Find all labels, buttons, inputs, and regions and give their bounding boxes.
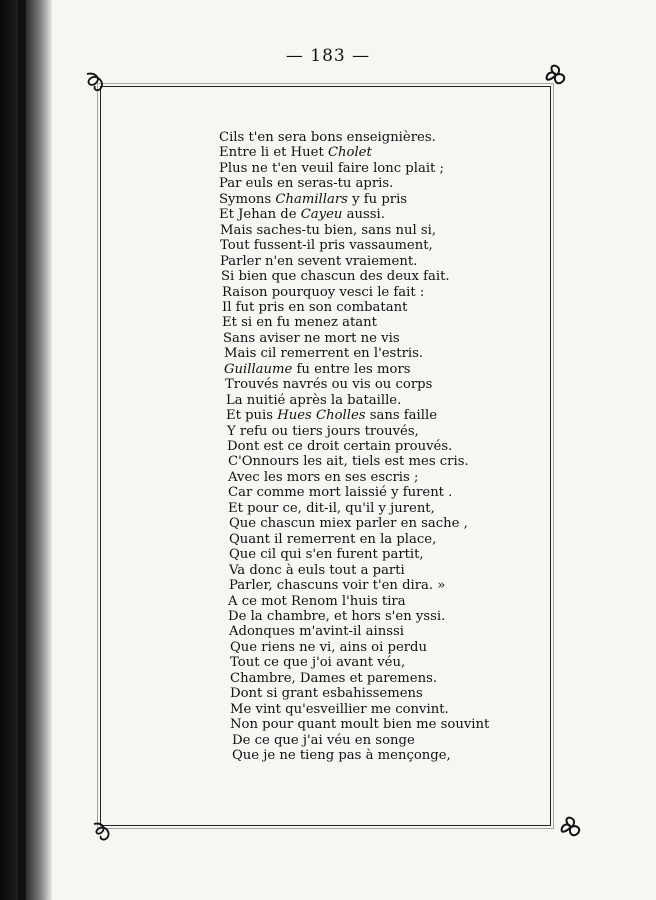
verse-text: Non pour quant moult bien me souvint xyxy=(230,717,490,733)
verse-text: C'Onnours les ait, tiels est mes cris. xyxy=(228,454,469,470)
verse-line xyxy=(219,161,444,177)
verse-text: De la chambre, et hors s'en yssi. xyxy=(228,608,446,624)
verse-line xyxy=(228,609,445,625)
verse-line xyxy=(229,624,404,640)
verse-line xyxy=(219,176,393,192)
corner-ornament-bottom-left-icon xyxy=(90,818,116,844)
verse-name-italic: Cholet xyxy=(327,145,372,161)
verse-line xyxy=(222,300,407,316)
verse-text: Raison pourquoy vesci le fait : xyxy=(222,284,425,300)
verse-text: Parler n'en sevent vraiement. xyxy=(220,253,418,269)
verse-line xyxy=(220,254,417,270)
verse-line xyxy=(225,377,432,393)
verse-line xyxy=(228,594,406,610)
verse-text: Quant il remerrent en la place, xyxy=(229,531,437,547)
verse-text: Et pour ce, dit-il, qu'il y jurent, xyxy=(228,500,435,516)
verse-text: y fu pris xyxy=(347,191,408,207)
verse-text: Va donc à euls tout a parti xyxy=(229,562,405,578)
verse-text: Mais cil remerrent en l'estris. xyxy=(224,346,424,362)
corner-ornament-bottom-right-icon xyxy=(558,814,584,840)
verse-text: Avec les mors en ses escris ; xyxy=(228,469,419,485)
verse-line xyxy=(230,717,489,733)
verse-line xyxy=(223,331,400,347)
verse-text: Cils t'en sera bons enseignières. xyxy=(219,130,436,145)
verse-line xyxy=(229,516,468,532)
poem-verse-block xyxy=(0,130,656,780)
verse-line xyxy=(219,145,372,161)
verse-text: Que chascun miex parler en sache , xyxy=(229,516,468,532)
verse-line xyxy=(229,547,424,563)
verse-text: Mais saches-tu bien, sans nul si, xyxy=(220,222,437,238)
verse-line xyxy=(230,686,423,702)
verse-line xyxy=(222,315,377,331)
verse-text: Et si en fu menez atant xyxy=(222,315,377,331)
verse-text: Sans aviser ne mort ne vis xyxy=(223,330,400,346)
verse-line xyxy=(229,578,445,594)
verse-line xyxy=(229,532,436,548)
corner-ornament-top-right-icon xyxy=(543,62,569,88)
verse-text: Trouvés navrés ou vis ou corps xyxy=(225,377,433,393)
verse-text: Symons xyxy=(219,191,276,207)
verse-text: Plus ne t'en veuil faire lonc plait ; xyxy=(219,160,444,176)
verse-text: Que cil qui s'en furent partit, xyxy=(229,547,424,563)
verse-text: Et Jehan de xyxy=(219,207,301,223)
verse-line xyxy=(227,439,452,455)
corner-ornament-top-left-icon xyxy=(83,70,109,96)
verse-text: Adonques m'avint-il ainssi xyxy=(229,624,404,640)
verse-text: Tout ce que j'oi avant véu, xyxy=(230,655,406,671)
verse-text: sans faille xyxy=(365,408,438,424)
verse-line xyxy=(230,702,449,718)
verse-line xyxy=(227,424,419,440)
verse-text: Que riens ne vi, ains oi perdu xyxy=(230,639,427,655)
verse-text: Et puis xyxy=(226,408,278,424)
verse-text: A ce mot Renom l'huis tira xyxy=(228,593,406,609)
verse-text: Entre li et Huet xyxy=(219,145,328,161)
verse-line xyxy=(229,563,405,579)
verse-text: Y refu ou tiers jours trouvés, xyxy=(227,423,419,439)
verse-text: Par euls en seras-tu apris. xyxy=(219,176,394,192)
verse-name-italic: Hues Cholles xyxy=(277,408,366,424)
verse-text: fu entre les mors xyxy=(292,361,411,377)
verse-line xyxy=(226,393,401,409)
verse-text: Parler, chascuns voir t'en dira. » xyxy=(229,578,446,594)
verse-line xyxy=(228,454,469,470)
verse-line xyxy=(228,485,452,501)
verse-text: Il fut pris en son combatant xyxy=(222,299,408,315)
verse-line xyxy=(220,238,433,254)
verse-line xyxy=(232,748,451,764)
verse-text: Si bien que chascun des deux fait. xyxy=(221,269,450,285)
verse-line xyxy=(224,362,411,378)
verse-line xyxy=(230,671,437,687)
verse-line xyxy=(230,655,405,671)
verse-line xyxy=(221,269,450,285)
verse-text: aussi. xyxy=(342,207,385,223)
verse-line xyxy=(224,346,423,362)
verse-line xyxy=(219,207,385,223)
verse-text: Dont est ce droit certain prouvés. xyxy=(227,439,453,454)
verse-line xyxy=(219,192,407,208)
verse-line xyxy=(230,640,427,656)
verse-name-italic: Guillaume xyxy=(224,361,293,377)
verse-text: De ce que j'ai véu en songe xyxy=(232,732,415,748)
verse-text: Me vint qu'esveillier me convint. xyxy=(230,701,449,717)
verse-text: La nuitié après la bataille. xyxy=(226,392,402,408)
verse-text: Que je ne tieng pas à mençonge, xyxy=(232,748,451,763)
verse-text: Chambre, Dames et paremens. xyxy=(230,670,438,686)
page-number: — 183 — xyxy=(285,46,371,66)
verse-line xyxy=(222,285,424,301)
verse-name-italic: Chamillars xyxy=(275,191,348,207)
verse-line xyxy=(232,733,415,749)
verse-text: Dont si grant esbahissemens xyxy=(230,686,423,702)
verse-line xyxy=(219,130,436,146)
verse-name-italic: Cayeu xyxy=(300,207,343,223)
verse-line xyxy=(226,408,437,424)
verse-line xyxy=(228,470,418,486)
verse-line xyxy=(228,501,435,517)
verse-text: Tout fussent-il pris vassaument, xyxy=(220,238,433,254)
verse-line xyxy=(220,223,436,239)
verse-text: Car comme mort laissié y furent . xyxy=(228,485,453,501)
